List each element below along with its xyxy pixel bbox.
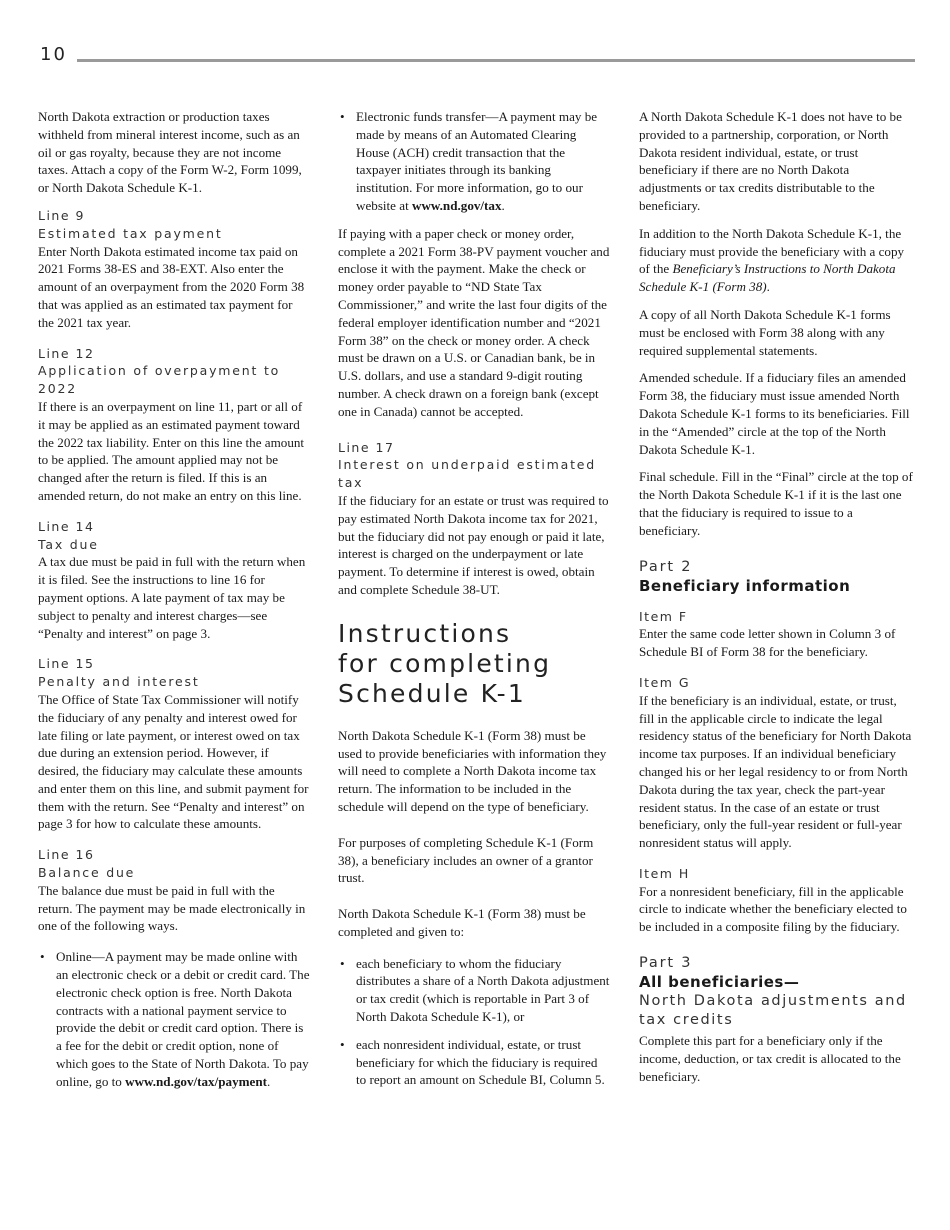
extraction-taxes-paragraph: North Dakota extraction or production taxes withheld from mineral interest income, such as an oil or gas royalty, because they are not income taxes. Attach a copy of the Form W-2, Form 1099, or North Dakota Schedule K-1. [38, 109, 302, 196]
section-title-line: Schedule K-1 [338, 678, 526, 708]
part-2-number: Part 2 [639, 558, 693, 575]
list-item: • each beneficiary to whom the fiduciary distributes a share of a North Dakota adjustment or tax credit (which is reportable in Part 3 of North Dakota Schedule K-1), or [338, 955, 610, 1026]
publication-title: Beneficiary’s Instructions to North Dakota Schedule K-1 (Form 38) [639, 261, 896, 295]
section-title-line: Instructions [338, 618, 512, 648]
part-2-heading [639, 558, 914, 596]
line-15-text: The Office of State Tax Commissioner will notify the fiduciary of any penalty and interest owed for late filing or late payment, or interest owed on tax due during an extension period. However, if desired, the fiduciary may calculate these amounts and enter them on this line, and submit payment for them with the return. See “Penalty and interest” on page 3 for how to calculate these amounts. [38, 691, 309, 832]
item-f-label: Item F [639, 608, 688, 624]
list-item [38, 948, 310, 1090]
amended-schedule-paragraph [639, 369, 914, 458]
amended-schedule-label: Amended schedule. [639, 370, 743, 386]
k1-not-required-paragraph: A North Dakota Schedule K-1 does not have to be provided to a partnership, corporation, or North Dakota resident individual, estate, or trust beneficiary if there are no North Dakota adjustments or tax credits distributable to the beneficiary. [639, 109, 902, 213]
line-14-title: Tax due [38, 536, 99, 552]
page-number: 10 [40, 44, 67, 65]
eft-list [338, 108, 610, 215]
column-3 [639, 108, 914, 1095]
copies-paragraph: A copy of all North Dakota Schedule K-1 forms must be enclosed with Form 38 along with any required supplemental statements. [639, 306, 891, 358]
line-16-text: The balance due must be paid in full with the return. The payment may be made electronically in one of the following ways. [38, 882, 306, 934]
section-title-line: for completing [338, 648, 552, 678]
column-1 [38, 108, 310, 1101]
line-17-label: Line 17 [338, 439, 395, 455]
item-f-text: Enter the same code letter shown in Column 3 of Schedule BI of Form 38 for the beneficiary. [639, 626, 896, 660]
beneficiary-instructions-paragraph [639, 225, 914, 296]
line-14-label: Line 14 [38, 518, 95, 534]
line-9-section [38, 207, 310, 332]
line-16-label: Line 16 [38, 847, 95, 863]
line-15-label: Line 15 [38, 656, 95, 672]
line-12-text: If there is an overpayment on line 11, part or all of it may be applied as an estimated payment toward the 2022 tax liability. Enter on this line the amount to be applied. The amount applied may not be changed after the return is filed. If this is an amended return, do not make an entry on this line. [38, 398, 305, 503]
line-9-title: Estimated tax payment [38, 225, 223, 241]
item-g-text: If the beneficiary is an individual, estate, or trust, fill in the applicable circle to indicate the legal residency status of the beneficiary for North Dakota income tax purposes. If an individual beneficiary changed his or her legal residency to or from North Dakota during the tax year, check the part-year resident status. In the case of an estate or trust beneficiary, only the full-year resident or full-year nonresident status will apply. [639, 692, 912, 851]
line-16-title: Balance due [38, 865, 136, 881]
period: . [501, 197, 505, 213]
period: . [266, 1073, 271, 1089]
line-14-section [38, 518, 310, 643]
item-h-section [639, 865, 914, 936]
k1-paragraph-3: North Dakota Schedule K-1 (Form 38) must be completed and given to: [338, 906, 586, 939]
final-schedule-paragraph [639, 468, 914, 539]
part-3-subtitle: North Dakota adjustments and tax credits [639, 993, 907, 1029]
line-12-title: Application of overpayment to 2022 [38, 363, 281, 397]
item-h-label: Item H [639, 865, 690, 881]
period: . [766, 279, 770, 295]
k1-recipients-list [338, 955, 610, 1090]
section-title [338, 619, 610, 709]
header-rule [77, 59, 915, 62]
line-17-title: Interest on underpaid estimated tax [338, 457, 597, 491]
column-2 [338, 108, 610, 1099]
online-payment-text: Online—A payment may be made online with an electronic check or a debit or credit card. The electronic check option is free. North Dakota contracts with a national payment service to provide the debit or credit card option. There is a fee for the debit or credit option, none of which goes to the State of North Dakota. To pay online, go to [56, 949, 310, 1089]
line-9-text: Enter North Dakota estimated income tax paid on 2021 Forms 38-ES and 38-EXT. Also enter the amount of an overpayment from the 2020 Form 38 that was applied as an estimated tax payment for the 2021 tax year. [38, 243, 305, 330]
k1-paragraph-1: North Dakota Schedule K-1 (Form 38) must be used to provide beneficiaries with information they will need to complete a North Dakota income tax return. The information to be included in the schedule will depend on the type of beneficiary. [338, 727, 607, 814]
eft-text: Electronic funds transfer—A payment may be made by means of an Automated Clearing House (ACH) credit transaction that the taxpayer initiates through its banking institution. For more information, go to our website at [356, 109, 598, 213]
line-17-text: If the fiduciary for an estate or trust was required to pay estimated North Dakota income tax for 2021, but the fiduciary did not pay enough or paid it late, interest is charged on the underpayment or late payment. To determine if interest is owed, obtain and complete Schedule 38-UT. [338, 492, 609, 597]
line-14-text: A tax due must be paid in full with the return when it is filed. See the instructions to line 16 for payment options. A late payment of tax may be subject to penalty and interest charges—see “Penalty and interest” on page 3. [38, 554, 306, 641]
list-item: • each nonresident individual, estate, or trust beneficiary for which the fiduciary is required to report an amount on Schedule BI, Column 5. [338, 1036, 610, 1089]
part-3-number: Part 3 [639, 955, 693, 972]
line-15-title: Penalty and interest [38, 674, 200, 690]
item-f-section [639, 608, 914, 661]
line-17-section [338, 439, 610, 599]
paragraph-text: In addition to the North Dakota Schedule K-1, the fiduciary must provide the beneficiary with a copy of the [639, 225, 905, 277]
k1-paragraph-2: For purposes of completing Schedule K-1 (Form 38), a beneficiary includes an owner of a grantor trust. [338, 834, 594, 886]
list-item [338, 108, 610, 215]
line-15-section [38, 655, 310, 833]
item-g-section [639, 674, 914, 852]
line-12-label: Line 12 [38, 345, 95, 361]
tax-website-link[interactable]: www.nd.gov/tax [412, 197, 502, 213]
part-3-heading [639, 954, 914, 1030]
part-2-title: Beneficiary information [639, 576, 851, 595]
line-16-section [38, 846, 310, 935]
part-3-text: Complete this part for a beneficiary only if the income, deduction, or tax credit is allocated to the beneficiary. [639, 1033, 901, 1084]
line-12-section [38, 345, 310, 505]
payment-website-link[interactable]: www.nd.gov/tax/payment [125, 1073, 267, 1089]
item-h-text: For a nonresident beneficiary, fill in the applicable circle to indicate whether the beneficiary elected to be included in a composite filing by the fiduciary. [639, 883, 907, 935]
line-9-label: Line 9 [38, 207, 85, 223]
paragraph-text: Fill in the “Final” circle at the top of the North Dakota Schedule K-1 if it is the last one that the fiduciary is required to issue to a beneficiary. [639, 469, 913, 538]
paragraph-text: If a fiduciary files an amended Form 38, the fiduciary must issue amended North Dakota Schedule K-1 forms to its beneficiaries. Fill in the “Amended” circle at the top of the North Dakota Schedule K-1. [639, 370, 910, 457]
payment-options-list [38, 948, 310, 1090]
part-3-title: All beneficiaries— [639, 973, 800, 992]
final-schedule-label: Final schedule. [639, 469, 719, 485]
paper-check-paragraph: If paying with a paper check or money order, complete a 2021 Form 38-PV payment voucher and enclose it with the payment. Make the check or money order payable to “ND State Tax Commissioner,” and write the last four digits of the federal employer identification number and “2021 Form 38” on the check or money order. A check must be drawn on a U.S. or Canadian bank, be in U.S. dollars, and use a standard 9-digit routing number. A check drawn on a foreign bank (except one in Canada) cannot be accepted. [338, 225, 610, 419]
item-g-label: Item G [639, 674, 691, 690]
